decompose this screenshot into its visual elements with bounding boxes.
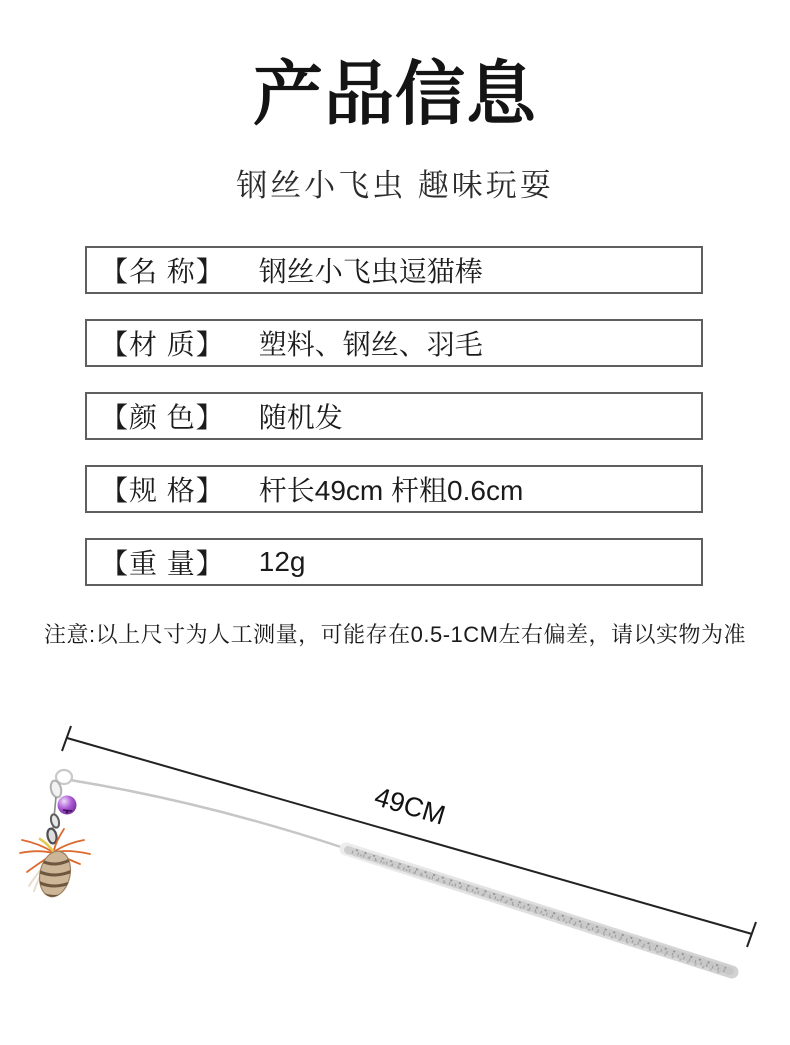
spec-label: 【颜 色】: [100, 402, 225, 433]
product-photo: [0, 700, 790, 1040]
dimension-tick-right: [747, 922, 756, 947]
spec-label: 【材 质】: [100, 329, 225, 360]
page-subtitle: 钢丝小飞虫 趣味玩耍: [236, 168, 554, 203]
spec-value: 钢丝小飞虫逗猫棒: [258, 256, 483, 287]
spec-value: 塑料、钢丝、羽毛: [258, 329, 483, 360]
spec-list: [85, 246, 703, 611]
page-title: 产品信息: [253, 52, 537, 135]
spec-label: 【名 称】: [100, 256, 225, 287]
wand-wire: [70, 780, 344, 848]
product-photo-svg: [0, 700, 790, 1040]
spec-label: 【规 格】: [100, 475, 225, 506]
lure-assembly: [20, 780, 90, 900]
spec-value: 随机发: [258, 402, 343, 433]
spec-label: 【重 量】: [100, 548, 225, 579]
spec-value: 12g: [258, 546, 306, 577]
dimension-line: [62, 726, 756, 947]
spec-row-size: [85, 465, 703, 513]
spec-row-color: [85, 392, 703, 440]
spec-value: 杆长49cm 杆粗0.6cm: [258, 475, 524, 506]
measurement-note: 注意:以上尺寸为人工测量，可能存在0.5-1CM左右偏差，请以实物为准: [44, 622, 746, 647]
spec-row-weight: [85, 538, 703, 586]
spec-row-material: [85, 319, 703, 367]
dimension-label: 49CM: [371, 781, 449, 831]
bell: [58, 796, 77, 815]
spec-row-name: [85, 246, 703, 294]
